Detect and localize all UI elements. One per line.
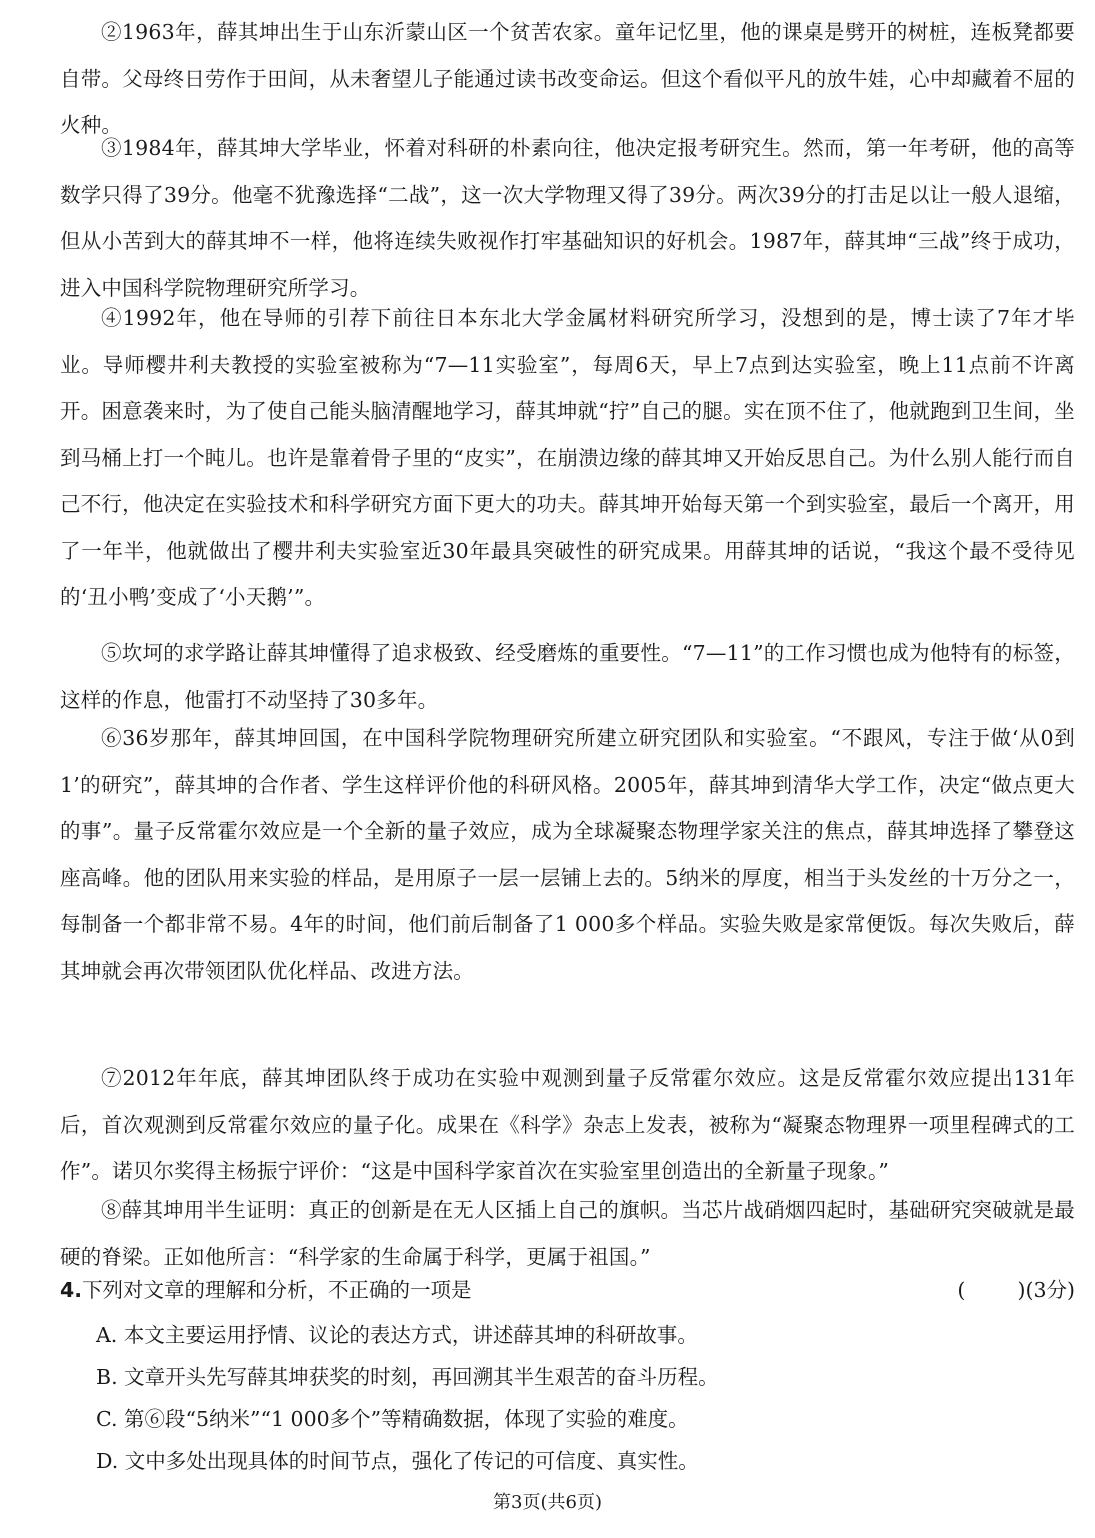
question-number: 4.: [60, 1278, 83, 1302]
paragraph-4: ④1992年，他在导师的引荐下前往日本东北大学金属材料研究所学习，没想到的是，博士读了7年才毕业。导师樱井利夫教授的实验室被称为“7—11实验室”，每周6天，早上7点到达实验室，晚上11点前不许离开。困意袭来时，为了使自己能头脑清醒地学习，薛其坤就“拧”自己的腿。实在顶不住了，他就跑到卫生间，坐到马桶上打一个盹儿。也许是靠着骨子里的“皮实”，在崩溃边缘的薛其坤又开始反思自己。为什么别人能行而自己不行，他决定在实验技术和科学研究方面下更大的功夫。薛其坤开始每天第一个到实验室，最后一个离开，用了一年半，他就做出了樱井利夫实验室近30年最具突破性的研究成果。用薛其坤的话说，“我这个最不受待见的‘丑小鸭’变成了‘小天鹅’”。: [60, 306, 1075, 609]
paragraph-8: ⑧薛其坤用半生证明：真正的创新是在无人区插上自己的旗帜。当芯片战硝烟四起时，基础研究突破就是最硬的脊梁。正如他所言：“科学家的生命属于科学，更属于祖国。”: [60, 1198, 1075, 1269]
paragraph-3: ③1984年，薛其坤大学毕业，怀着对科研的朴素向往，他决定报考研究生。然而，第一年考研，他的高等数学只得了39分。他毫不犹豫选择“二战”，这一次大学物理又得了39分。两次39分的打击足以让一般人退缩，但从小苦到大的薛其坤不一样，他将连续失败视作打牢基础知识的好机会。1987年，薛其坤“三战”终于成功，进入中国科学院物理研究所学习。: [60, 136, 1075, 300]
option-b: B. 文章开头先写薛其坤获奖的时刻，再回溯其半生艰苦的奋斗历程。: [96, 1365, 719, 1389]
paragraph-7: ⑦2012年年底，薛其坤团队终于成功在实验中观测到量子反常霍尔效应。这是反常霍尔效应提出131年后，首次观测到反常霍尔效应的量子化。成果在《科学》杂志上发表，被称为“凝聚态物理界一项里程碑式的工作”。诺贝尔奖得主杨振宁评价：“这是中国科学家首次在实验室里创造出的全新量子现象。”: [60, 1066, 1075, 1183]
question-4: [60, 1270, 1075, 1310]
paragraph-6: ⑥36岁那年，薛其坤回国，在中国科学院物理研究所建立研究团队和实验室。“不跟风，专注于做‘从0到1’的研究”，薛其坤的合作者、学生这样评价他的科研风格。2005年，薛其坤到清华大学工作，决定“做点更大的事”。量子反常霍尔效应是一个全新的量子效应，成为全球凝聚态物理学家关注的焦点，薛其坤选择了攀登这座高峰。他的团队用来实验的样品，是用原子一层一层铺上去的。5纳米的厚度，相当于头发丝的十万分之一，每制备一个都非常不易。4年的时间，他们前后制备了1 000多个样品。实验失败是家常便饭。每次失败后，薛其坤就会再次带领团队优化样品、改进方法。: [60, 726, 1075, 983]
paragraph-5: ⑤坎坷的求学路让薛其坤懂得了追求极致、经受磨炼的重要性。“7—11”的工作习惯也成为他特有的标签，这样的作息，他雷打不动坚持了30多年。: [60, 641, 1075, 712]
answer-bracket-score: ( )(3分): [957, 1278, 1075, 1302]
option-d: D. 文中多处出现具体的时间节点，强化了传记的可信度、真实性。: [96, 1449, 699, 1473]
option-a: A. 本文主要运用抒情、议论的表达方式，讲述薛其坤的科研故事。: [96, 1323, 698, 1347]
option-c: C. 第⑥段“5纳米”“1 000多个”等精确数据，体现了实验的难度。: [96, 1407, 689, 1431]
page-number-footer: 第3页(共6页): [493, 1492, 602, 1513]
paragraph-2: ②1963年，薛其坤出生于山东沂蒙山区一个贫苦农家。童年记忆里，他的课桌是劈开的树桩，连板凳都要自带。父母终日劳作于田间，从未奢望儿子能通过读书改变命运。但这个看似平凡的放牛娃，心中却藏着不屈的火种。: [60, 20, 1075, 137]
question-stem: 下列对文章的理解和分析，不正确的一项是: [82, 1278, 472, 1302]
